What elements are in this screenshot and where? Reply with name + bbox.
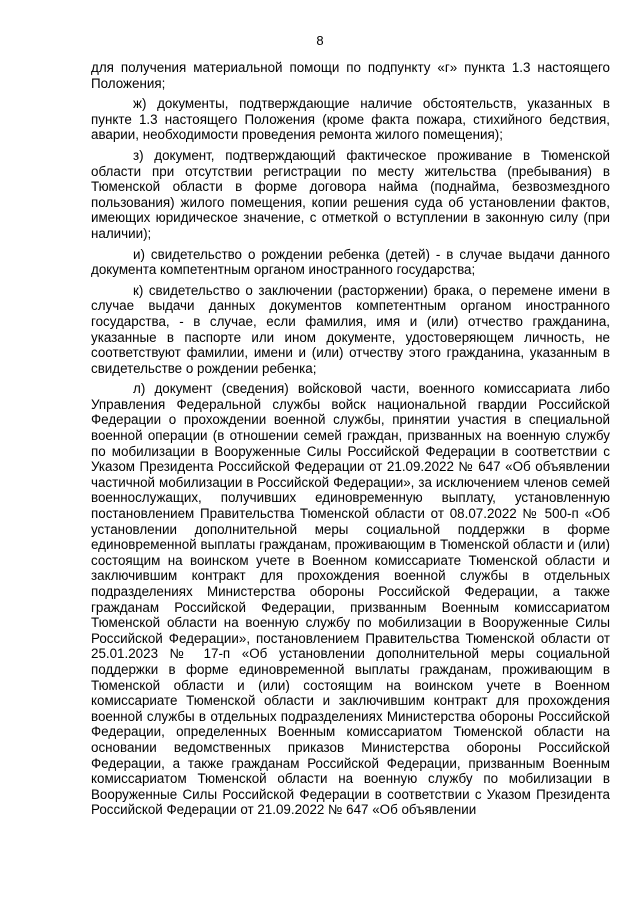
paragraph-z: з) документ, подтверждающий фактическое проживание в Тюменской области при отсутствии регистрации по месту жительства (пребывания) в Тюменской области в форме договора найма (поднайма, безвозмездного пользования) жилого помещения, копии решения суда об установлении фактов, имеющих юридическое значение, с отметкой о вступлении в законную силу (при наличии); [91,147,610,241]
paragraph-continuation: для получения материальной помощи по подпункту «г» пункта 1.3 настоящего Положения; [91,60,610,91]
page-number: 8 [316,33,324,48]
paragraph-i: и) свидетельство о рождении ребенка (детей) - в случае выдачи данного документа компетентным органом иностранного государства; [91,246,610,278]
paragraph-zh: ж) документы, подтверждающие наличие обстоятельств, указанных в пункте 1.3 настоящего Положения (кроме факта пожара, стихийного бедствия, аварии, необходимости проведения ремонта жилого помещения); [91,96,610,143]
paragraph-k: к) свидетельство о заключении (расторжении) брака, о перемене имени в случае выдачи данных документов компетентным органом иностранного государства, - в случае, если фамилия, имя и (или) отчество гражданина, указанные в паспорте или ином документе, удостоверяющем личность, не соответствуют фамилии, имени и (или) отчеству этого гражданина, указанным в свидетельстве о рождении ребенка; [91,282,610,376]
paragraph-l: л) документ (сведения) войсковой части, военного комиссариата либо Управления Федеральной службы войск национальной гвардии Российской Федерации о прохождении военной службы, принятии участия в специальной военной операции (в отношении семей граждан, призванных на военную службу по мобилизации в Вооруженные Силы Российской Федерации в соответствии с Указом Президента Российской Федерации от 21.09.2022 № 647 «Об объявлении частичной мобилизации в Российской Федерации», за исключением членов семей военнослужащих, получивших единовременную выплату, установленную постановлением Правительства Тюменской области от 08.07.2022 № 500-п «Об установлении дополнительной меры социальной поддержки в форме единовременной выплаты гражданам, проживающим в Тюменской области и (или) состоящим на воинском учете в Военном комиссариате Тюменской области и заключившим контракт для прохождения военной службы в отдельных подразделениях Министерства обороны Российской Федерации, а также гражданам Российской Федерации, призванным Военным комиссариатом Тюменской области на военную службу по мобилизации в Вооруженные Силы Российской Федерации», постановлением Правительства Тюменской области от 25.01.2023 № 17-п «Об установлении дополнительной меры социальной поддержки в форме единовременной выплаты гражданам, проживающим в Тюменской области и (или) состоящим на воинском учете в Военном комиссариате Тюменской области и заключившим контракт для прохождения военной службы в отдельных подразделениях Министерства обороны Российской Федерации, определенных Военным комиссариатом Тюменской области на основании ведомственных приказов Министерства обороны Российской Федерации, а также гражданам Российской Федерации, призванным Военным комиссариатом Тюменской области на военную службу по мобилизации в Вооруженные Силы Российской Федерации в соответствии с Указом Президента Российской Федерации от 21.09.2022 № 647 «Об объявлении [91,381,610,818]
document-body [91,60,610,823]
